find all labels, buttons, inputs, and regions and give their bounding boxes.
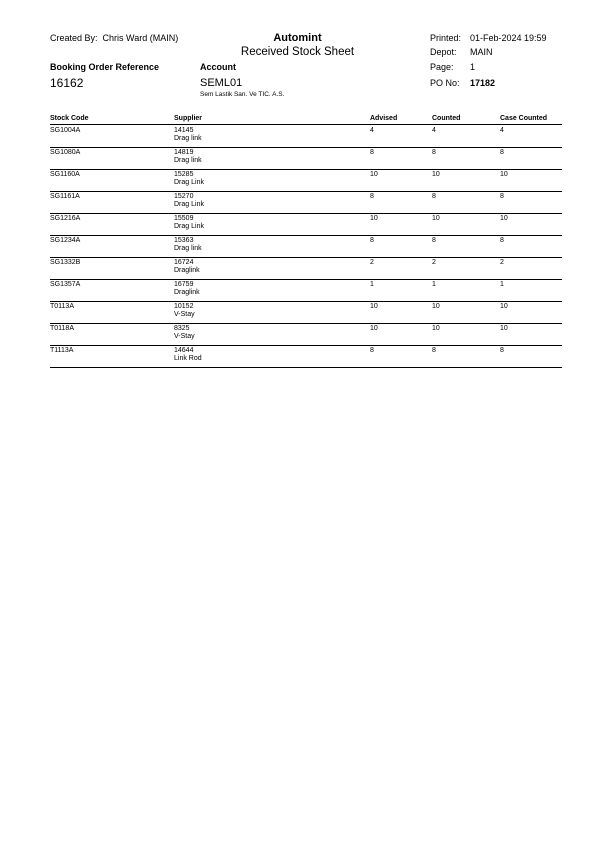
counted: 8 [432, 237, 436, 244]
col-header-stock-code: Stock Code [50, 115, 89, 122]
supplier-ref: 15509 [174, 215, 194, 222]
supplier [174, 237, 202, 253]
supplier [174, 215, 204, 231]
page-label: Page: [430, 62, 454, 72]
case-counted: 8 [500, 193, 504, 200]
po-label: PO No: [430, 78, 460, 88]
col-header-case-counted: Case Counted [500, 115, 548, 122]
depot-value: MAIN [470, 47, 493, 57]
table-row [50, 147, 562, 170]
col-header-counted: Counted [432, 115, 461, 122]
case-counted: 2 [500, 259, 504, 266]
supplier [174, 281, 200, 297]
supplier-ref: 16724 [174, 259, 194, 266]
stock-code: SG1332B [50, 259, 81, 266]
advised: 10 [370, 215, 378, 222]
advised: 10 [370, 171, 378, 178]
supplier [174, 149, 202, 165]
table-row [50, 345, 562, 368]
counted: 8 [432, 149, 436, 156]
stock-code: SG1216A [50, 215, 81, 222]
advised: 4 [370, 127, 374, 134]
description: V-Stay [174, 333, 195, 340]
stock-code: SG1161A [50, 193, 80, 200]
advised: 2 [370, 259, 374, 266]
table-row [50, 279, 562, 302]
table-row [50, 235, 562, 258]
supplier-ref: 10152 [174, 303, 194, 310]
created-by-label: Created By: [50, 33, 98, 43]
created-by-value: Chris Ward (MAIN) [102, 33, 179, 43]
case-counted: 10 [500, 303, 508, 310]
table-row [50, 257, 562, 280]
booking-order-value: 16162 [50, 76, 84, 90]
description: Draglink [174, 289, 200, 296]
case-counted: 8 [500, 237, 504, 244]
stock-code: SG1080A [50, 149, 81, 156]
advised: 10 [370, 303, 378, 310]
stock-code: SG1004A [50, 127, 81, 134]
case-counted: 8 [500, 347, 504, 354]
advised: 1 [370, 281, 374, 288]
stock-code: T0113A [50, 303, 74, 310]
supplier-ref: 14145 [174, 127, 194, 134]
description: V-Stay [174, 311, 195, 318]
table-row [50, 125, 562, 148]
supplier [174, 259, 200, 275]
advised: 8 [370, 237, 374, 244]
case-counted: 10 [500, 215, 508, 222]
advised: 8 [370, 193, 374, 200]
advised: 8 [370, 347, 374, 354]
case-counted: 10 [500, 171, 508, 178]
counted: 10 [432, 303, 440, 310]
description: Drag Link [174, 179, 204, 186]
counted: 4 [432, 127, 436, 134]
description: Drag Link [174, 201, 204, 208]
account-label: Account [200, 62, 236, 72]
case-counted: 8 [500, 149, 504, 156]
case-counted: 10 [500, 325, 508, 332]
description: Drag link [174, 135, 202, 142]
supplier-ref: 8325 [174, 325, 190, 332]
counted: 2 [432, 259, 436, 266]
depot-label: Depot: [430, 47, 457, 57]
col-header-supplier: Supplier [174, 115, 203, 122]
stock-code: SG1234A [50, 237, 81, 244]
table-row [50, 213, 562, 236]
account-name: Sem Lastik San. Ve TIC. A.S. [200, 91, 285, 98]
supplier [174, 127, 202, 143]
description: Drag link [174, 157, 202, 164]
supplier-ref: 15285 [174, 171, 194, 178]
table-row [50, 323, 562, 346]
description: Drag Link [174, 223, 204, 230]
printed-label: Printed: [430, 33, 462, 43]
counted: 8 [432, 347, 436, 354]
counted: 10 [432, 325, 440, 332]
table-row [50, 191, 562, 214]
supplier [174, 347, 202, 363]
supplier [174, 171, 204, 187]
supplier [174, 325, 195, 341]
case-counted: 4 [500, 127, 504, 134]
printed-value: 01-Feb-2024 19:59 [470, 33, 547, 43]
advised: 8 [370, 149, 374, 156]
company-name: Automint [273, 32, 322, 44]
table-row [50, 301, 562, 324]
stock-code: SG1357A [50, 281, 81, 288]
description: Link Rod [174, 355, 202, 362]
supplier [174, 303, 195, 319]
page-value: 1 [470, 62, 476, 72]
col-header-advised: Advised [370, 115, 398, 122]
stock-code: T1113A [50, 347, 74, 354]
booking-order-label: Booking Order Reference [50, 62, 160, 72]
advised: 10 [370, 325, 378, 332]
sheet-title: Received Stock Sheet [240, 46, 355, 58]
counted: 8 [432, 193, 436, 200]
account-value: SEML01 [200, 77, 243, 89]
case-counted: 1 [500, 281, 504, 288]
supplier-ref: 16759 [174, 281, 194, 288]
supplier-ref: 15270 [174, 193, 194, 200]
description: Draglink [174, 267, 200, 274]
counted: 1 [432, 281, 436, 288]
counted: 10 [432, 215, 440, 222]
counted: 10 [432, 171, 440, 178]
table-row [50, 169, 562, 192]
supplier-ref: 15363 [174, 237, 194, 244]
stock-code: SG1160A [50, 171, 80, 178]
supplier-ref: 14644 [174, 347, 194, 354]
supplier-ref: 14819 [174, 149, 194, 156]
description: Drag link [174, 245, 202, 252]
po-value: 17182 [470, 78, 496, 88]
stock-code: T0118A [50, 325, 74, 332]
supplier [174, 193, 204, 209]
